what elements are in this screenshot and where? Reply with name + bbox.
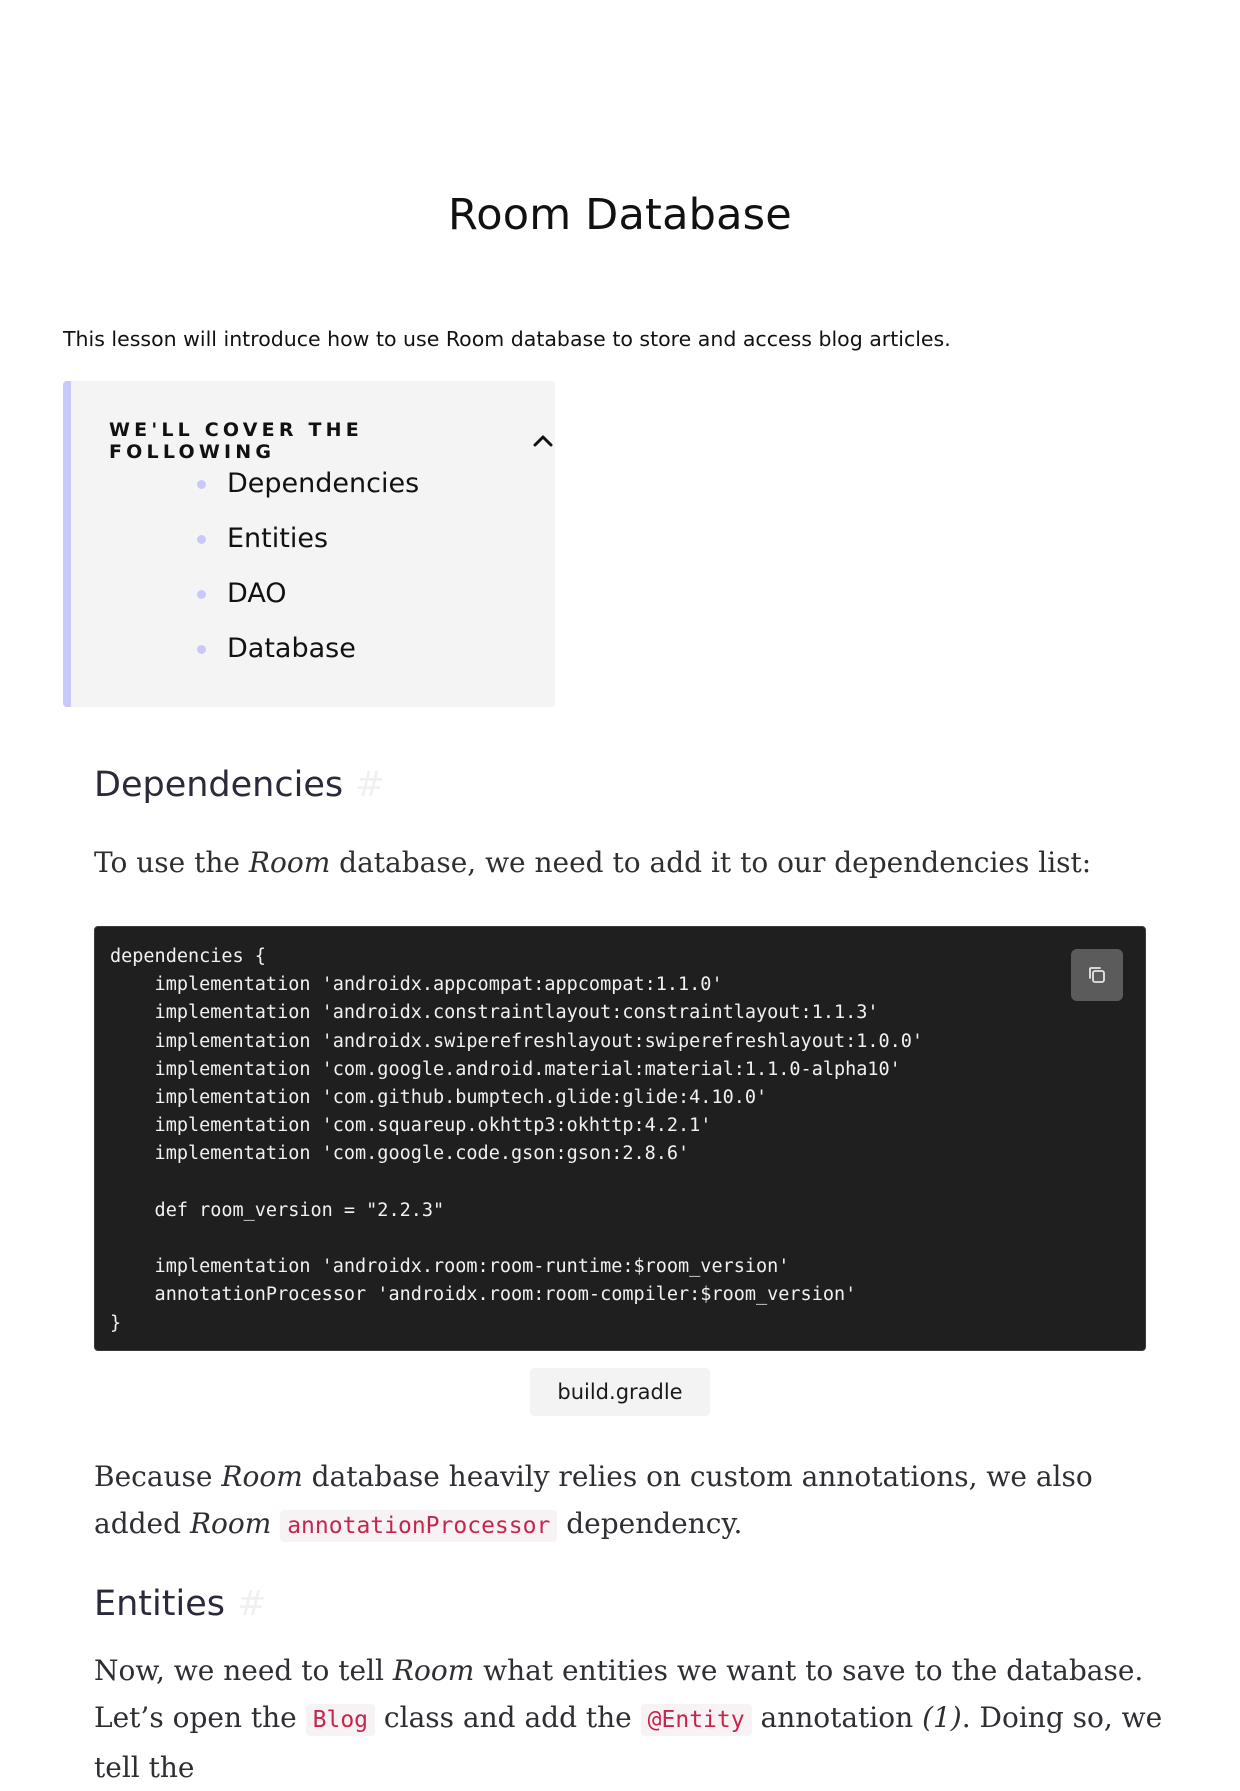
copy-button[interactable] xyxy=(1071,949,1123,1001)
para-emphasis: Room xyxy=(392,1654,475,1687)
intro-text: This lesson will introduce how to use Room database to store and access blog articles. xyxy=(63,327,951,351)
toc-item-label: Dependencies xyxy=(227,468,420,499)
para-text: Because xyxy=(94,1460,222,1493)
para-text: Now, we need to tell xyxy=(94,1654,393,1687)
code-block[interactable] xyxy=(94,926,1146,1351)
heading-anchor-link[interactable]: # xyxy=(236,1584,267,1624)
toc-item-label: Entities xyxy=(227,523,329,554)
bullet-icon xyxy=(197,480,206,489)
toc-panel xyxy=(63,381,555,707)
bullet-icon xyxy=(197,645,206,654)
dependencies-paragraph xyxy=(94,839,1174,886)
bullet-icon xyxy=(197,590,206,599)
para-text xyxy=(271,1507,280,1540)
inline-code: Blog xyxy=(306,1704,375,1736)
toc-item-dao[interactable] xyxy=(197,575,419,630)
para-text: annotation xyxy=(751,1701,923,1734)
page-title: Room Database xyxy=(448,190,792,240)
heading-text: Entities xyxy=(94,1584,225,1624)
entities-heading xyxy=(94,1584,266,1624)
code-content[interactable]: dependencies { implementation 'androidx.appcompat:appcompat:1.1.0' implementation 'androidx.constraintlayout:constraintlayout:1.1.3' implementation 'androidx.swiperefreshlayout:swiperefreshlayout:1.0.0' implementation 'com.google.android.material:material:1.1.0-alpha10' implementation 'com.github.bumptech.glide:glide:4.10.0' implementation 'com.squareup.okhttp3:okhttp:4.2.1' implementation 'com.google.code.gson:gson:2.8.6' def room_version = "2.2.3" implementation 'androidx.room:room-runtime:$room_version' annotationProcessor 'androidx.room:room-compiler:$room_version' } xyxy=(110,946,924,1334)
para-text: dependency. xyxy=(557,1507,743,1540)
toc-header-label: WE'LL COVER THE FOLLOWING xyxy=(109,419,363,463)
para-emphasis: (1) xyxy=(922,1701,962,1734)
heading-anchor-link[interactable]: # xyxy=(355,765,385,805)
inline-code: annotationProcessor xyxy=(280,1510,557,1542)
para-emphasis: Room xyxy=(221,1460,303,1493)
inline-code: @Entity xyxy=(641,1704,752,1736)
copy-icon xyxy=(1085,963,1109,987)
para-text: database, we need to add it to our dependencies list: xyxy=(330,846,1092,879)
entities-paragraph xyxy=(94,1647,1174,1791)
chevron-up-icon[interactable] xyxy=(531,429,555,453)
para-text: what entities we want to save to the database. Let’s open the xyxy=(94,1654,1144,1734)
para-text: class and add the xyxy=(375,1701,641,1734)
para-text: database heavily relies on custom annotations, we also added xyxy=(94,1460,1093,1540)
para-emphasis: Room xyxy=(248,846,331,879)
toc-list xyxy=(197,465,419,685)
para-text: . Doing so, we tell the xyxy=(94,1701,1163,1784)
toc-item-entities[interactable] xyxy=(197,520,419,575)
code-caption: build.gradle xyxy=(530,1368,710,1416)
toc-header[interactable] xyxy=(109,419,555,463)
toc-item-label: DAO xyxy=(227,578,287,609)
bullet-icon xyxy=(197,535,206,544)
heading-text: Dependencies xyxy=(94,765,344,805)
toc-item-database[interactable] xyxy=(197,630,419,685)
dependencies-heading xyxy=(94,765,384,805)
para-emphasis: Room xyxy=(189,1507,272,1540)
para-text: To use the xyxy=(94,846,249,879)
toc-item-dependencies[interactable] xyxy=(197,465,419,520)
toc-item-label: Database xyxy=(227,633,356,664)
annotations-paragraph xyxy=(94,1453,1174,1550)
